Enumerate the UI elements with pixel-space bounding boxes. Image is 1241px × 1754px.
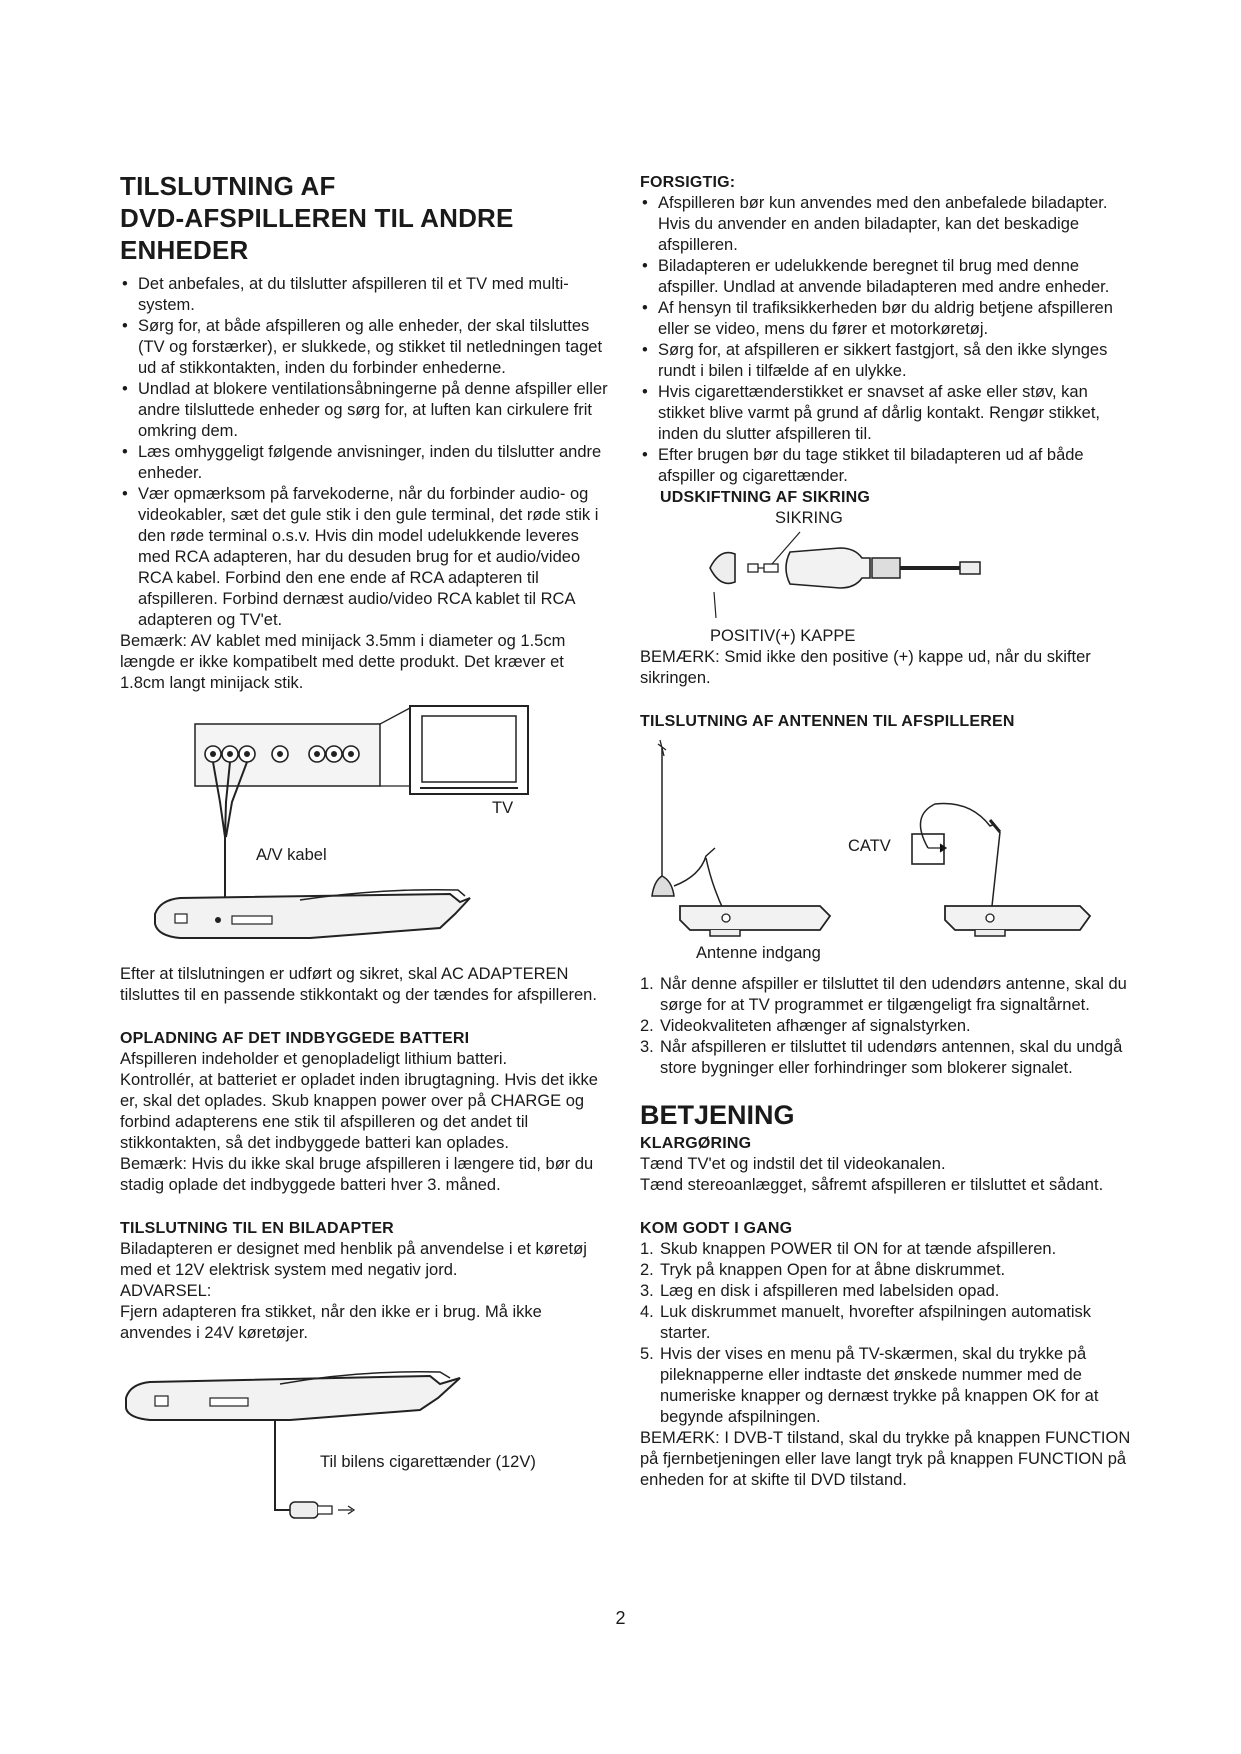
list-item: • Hvis cigarettænderstikket er snavset af aske eller støv, kan stikket blive varmt på grund af dårlig kontakt. Rengør stikket, inden du slutter afspilleren til. [640,382,1135,445]
getting-started-steps [640,1239,1135,1428]
positive-cap-label: POSITIV(+) KAPPE [710,627,856,645]
connection-bullets [120,274,610,631]
left-column [120,170,610,1533]
list-item: • Biladapteren er udelukkende beregnet til brug med denne afspiller. Undlad at anvende biladapteren med andre enheder. [640,256,1135,298]
preparation-heading: KLARGØRING [640,1135,752,1152]
after-connection-text: Efter at tilslutningen er udført og sikret, skal AC ADAPTEREN tilsluttes til en passende stikkontakt og der tændes for afspilleren. [120,965,597,1004]
list-item: • Det anbefales, at du tilslutter afspilleren til et TV med multi-system. [120,274,610,316]
preparation-text-2: Tænd stereoanlægget, såfremt afspilleren er tilsluttet et sådant. [640,1176,1104,1194]
list-item: • Sørg for, at både afspilleren og alle enheder, der skal tilsluttes (TV og forstærker), er slukkede, og stikket til netledningen taget ud af stikkontakten, inden du forbinder enhederne. [120,316,610,379]
list-item: 2. Videokvaliteten afhænger af signalstyrken. [640,1017,971,1035]
right-column [640,172,1135,1491]
fuse-label: SIKRING [775,509,843,527]
battery-text-1: Afspilleren indeholder et genopladeligt lithium batteri. [120,1050,508,1068]
list-item: 5. Hvis der vises en menu på TV-skærmen, skal du trykke på pileknapperne eller indtaste det ønskede nummer med de numeriske knapper og dernæst trykke på knappen OK for at begynde afspilningen. [640,1345,1099,1426]
battery-heading: OPLADNING AF DET INDBYGGEDE BATTERI [120,1030,470,1047]
battery-text-2: Kontrollér, at batteriet er opladet inden ibrugtagning. Hvis det ikke er, skal det oplades. Skub knappen power over på CHARGE og forbind adapterens ene stik til afspilleren og det andet til stikkontakten, så det indbyggede batteri kan oplades. [120,1071,598,1152]
antenna-steps [640,974,1135,1079]
antenna-figure [640,736,1135,951]
list-item: 2. Tryk på knappen Open for at åbne diskrummet. [640,1261,1006,1279]
fuse-note: BEMÆRK: Smid ikke den positive (+) kappe ud, når du skifter sikringen. [640,648,1091,687]
list-item: • Afspilleren bør kun anvendes med den anbefalede biladapter. Hvis du anvender en anden biladapter, kan det beskadige afspilleren. [640,193,1135,256]
warning-text: Fjern adapteren fra stikket, når den ikke er i brug. Må ikke anvendes i 24V køretøjer. [120,1303,542,1342]
operation-heading: BETJENING [640,1100,795,1130]
list-item: 4. Luk diskrummet manuelt, hvorefter afspilningen automatisk starter. [640,1303,1092,1342]
list-item: 1. Når denne afspiller er tilsluttet til den udendørs antenne, skal du sørge for at TV programmet er tilgængeligt fra signaltårnet. [640,975,1127,1014]
av-cable-note: Bemærk: AV kablet med minijack 3.5mm i diameter og 1.5cm længde er ikke kompatibelt med dette produkt. Det kræver et 1.8cm langt minijack stik. [120,632,566,692]
list-item: • Af hensyn til trafiksikkerheden bør du aldrig betjene afspilleren eller se video, mens du fører et motorkøretøj. [640,298,1135,340]
antenna-input-label: Antenne indgang [696,944,821,962]
dvb-t-note: BEMÆRK: I DVB-T tilstand, skal du trykke på knappen FUNCTION på fjernbetjeningen eller lave langt tryk på knappen FUNCTION på enheden for at skifte til DVD tilstand. [640,1429,1131,1489]
tv-connection-illustration [120,702,610,954]
catv-label: CATV [848,837,891,855]
battery-note: Bemærk: Hvis du ikke skal bruge afspilleren i længere tid, bør du stadig oplade det indbyggede batteri hver 3. måned. [120,1155,594,1194]
warning-label: ADVARSEL: [120,1282,212,1300]
getting-started-heading: KOM GODT I GANG [640,1220,793,1237]
car-adapter-heading: TILSLUTNING TIL EN BILADAPTER [120,1220,394,1237]
fuse-figure [640,508,1135,626]
list-item: • Læs omhyggeligt følgende anvisninger, inden du tilslutter andre enheder. [120,442,610,484]
section-title: TILSLUTNING AF DVD-AFSPILLEREN TIL ANDRE ENHEDER [120,171,514,265]
tv-connection-figure [120,702,610,954]
list-item: 1. Skub knappen POWER til ON for at tænde afspilleren. [640,1240,1057,1258]
list-item: • Undlad at blokere ventilationsåbningerne på denne afspiller eller andre tilsluttede enheder og sørg for, at luften kan cirkulere frit omkring dem. [120,379,610,442]
fuse-illustration [640,508,1135,626]
car-adapter-figure [120,1348,610,1533]
list-item: 3. Når afspilleren er tilsluttet til udendørs antennen, skal du undgå store bygninger eller forhindringer som blokerer signalet. [640,1038,1123,1077]
caution-bullets [640,193,1135,487]
fuse-heading: UDSKIFTNING AF SIKRING [660,489,871,506]
list-item: • Sørg for, at afspilleren er sikkert fastgjort, så den ikke slynges rundt i bilen i tilfælde af en ulykke. [640,340,1135,382]
antenna-heading: TILSLUTNING AF ANTENNEN TIL AFSPILLEREN [640,713,1015,730]
list-item: • Efter brugen bør du tage stikket til biladapteren ud af både afspiller og cigarettænder. [640,445,1135,487]
cigarette-lighter-label: Til bilens cigarettænder (12V) [320,1453,536,1471]
av-cable-label: A/V kabel [256,846,327,864]
car-adapter-text: Biladapteren er designet med henblik på anvendelse i et køretøj med et 12V elektrisk system med negativ jord. [120,1240,587,1279]
car-adapter-illustration [120,1348,610,1533]
preparation-text-1: Tænd TV'et og indstil det til videokanalen. [640,1155,946,1173]
list-item: • Vær opmærksom på farvekoderne, når du forbinder audio- og videokabler, sæt det gule stik i den gule terminal, det røde stik i den røde terminal o.s.v. Hvis din model udelukkende leveres med RCA adapteren, har du desuden brug for et audio/video RCA kabel. Forbind den ene ende af RCA adapteren til afspilleren. Forbind dernæst audio/video RCA kablet til RCA adapteren og TV'et. [120,484,610,631]
caution-heading: FORSIGTIG: [640,174,736,191]
list-item: 3. Læg en disk i afspilleren med labelsiden opad. [640,1282,1000,1300]
page-number: 2 [615,1608,626,1628]
tv-label: TV [492,799,514,817]
